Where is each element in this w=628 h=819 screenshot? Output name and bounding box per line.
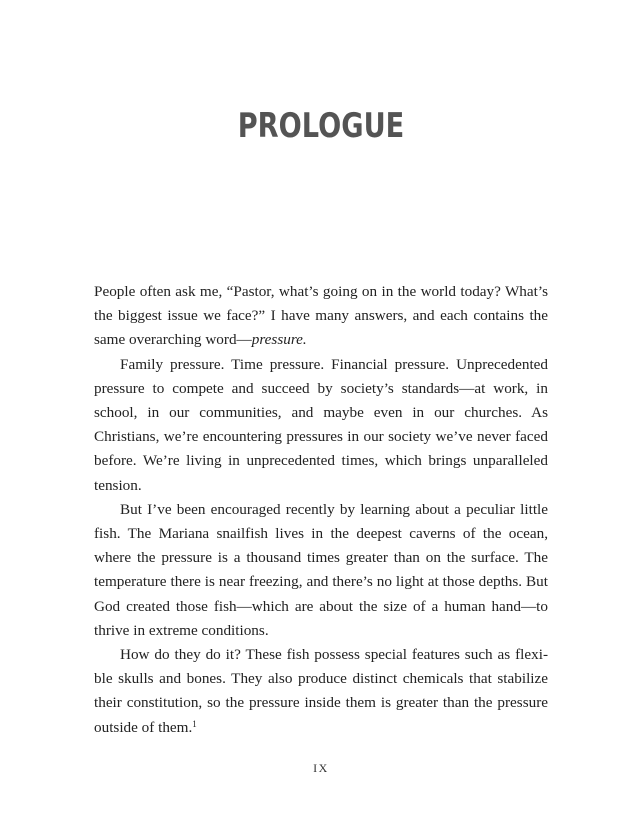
- paragraph-text: People often ask me, “Pastor, what’s going on in the world today? What’s the biggest issue we face?” I have many answers, and each contains the same overarching word—: [94, 283, 548, 349]
- paragraph: [94, 643, 548, 740]
- page-number: IX: [313, 761, 329, 775]
- paragraph: Family pressure. Time pressure. Financial pressure. Unprecedented pressure to compete and succeed by society’s standards—at work, in school, in our communities, and maybe even in our churches. As Christians, we’re encountering pressures in our society we’ve never faced before. We’re living in unprecedented times, which brings unparalleled tension.: [94, 355, 548, 494]
- chapter-title: PROLOGUE: [237, 106, 405, 146]
- emphasized-word: pressure.: [251, 331, 307, 349]
- paragraph: But I’ve been encouraged recently by learning about a peculiar little fish. The Mariana snailfish lives in the deepest caverns of the ocean, where the pressure is a thousand times greater than on the surface. The temperature there is near freezing, and there’s no light at those depths. But God created those fish—which are about the size of a human hand—to thrive in extreme conditions.: [94, 500, 548, 639]
- paragraph: [94, 280, 548, 353]
- body-text: [94, 280, 548, 740]
- footnote-marker[interactable]: 1: [192, 718, 197, 729]
- paragraph-text: How do they do it? These fish possess special features such as flexible skulls and bones. They also produce distinct chemicals that stabilize their constitution, so the pressure inside them is greater than the pressure outside of them.: [94, 646, 548, 736]
